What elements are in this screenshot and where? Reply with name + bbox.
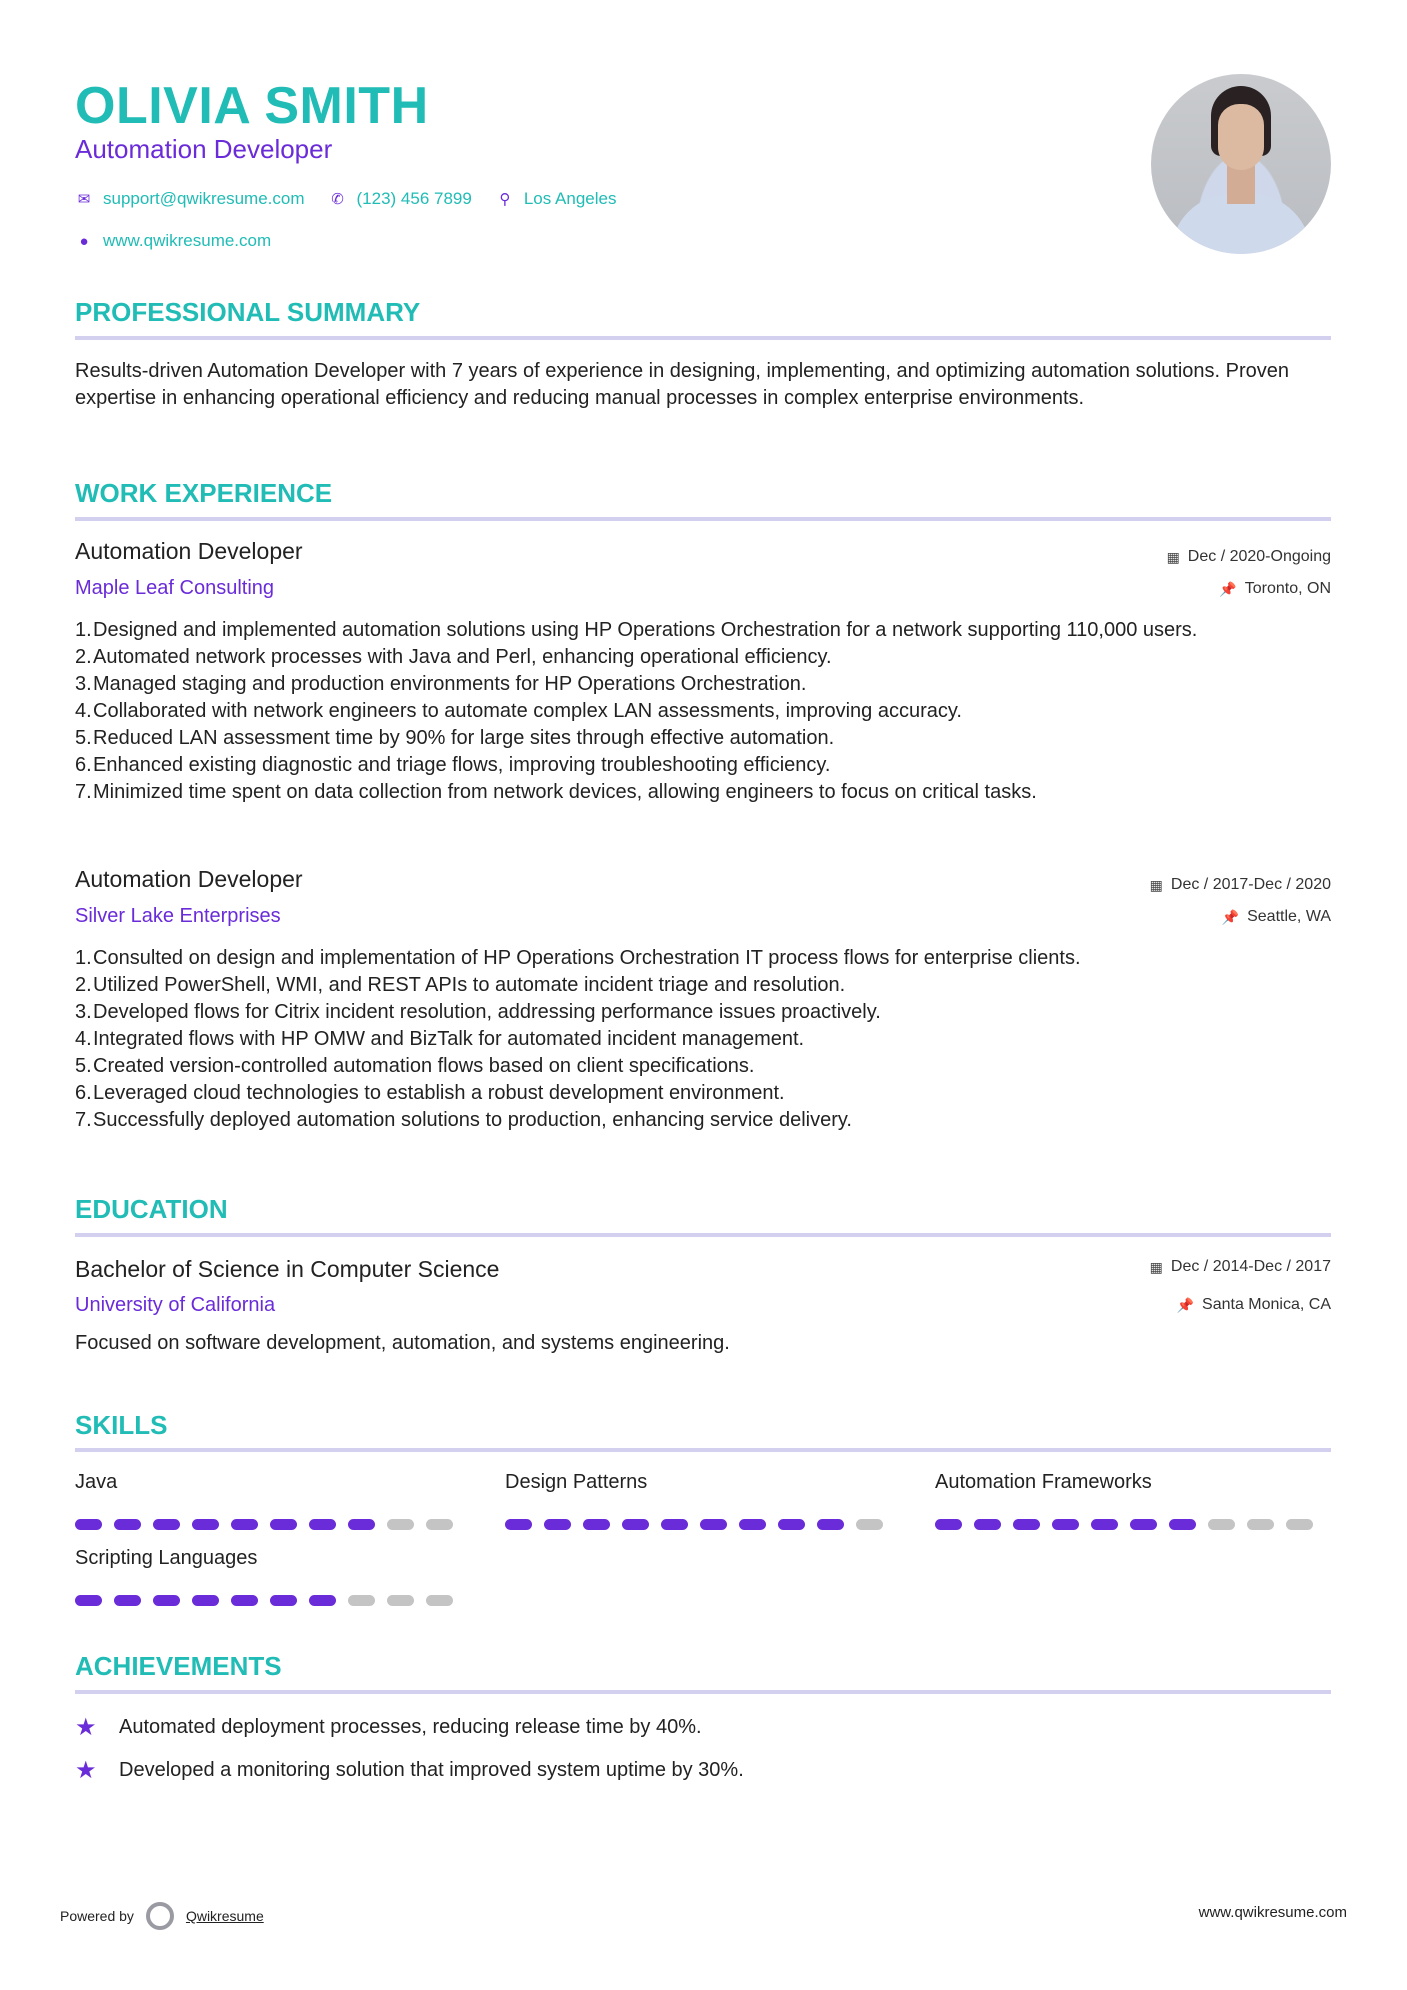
skill-level-dash (974, 1519, 1001, 1530)
skill-level-dash (661, 1519, 688, 1530)
skill-item (935, 1471, 1335, 1530)
achievement-item (75, 1713, 702, 1742)
dates-text: Dec / 2020-Ongoing (1187, 548, 1331, 565)
job-dates (1167, 548, 1331, 566)
location-text: Santa Monica, CA (1202, 1296, 1331, 1313)
item-number: 7. (75, 781, 92, 803)
skill-level-bar (505, 1519, 905, 1530)
skill-level-dash (817, 1519, 844, 1530)
duty-item (75, 671, 1345, 698)
skill-level-dash (544, 1519, 571, 1530)
duty-text: Leveraged cloud technologies to establish a robust development environment. (93, 1082, 785, 1104)
skill-level-dash (270, 1595, 297, 1606)
star-icon: ★ (75, 1714, 97, 1741)
item-number: 5. (75, 727, 92, 749)
skill-level-dash (622, 1519, 649, 1530)
skills-heading: SKILLS (75, 1410, 168, 1440)
skill-level-dash (153, 1519, 180, 1530)
school-name: University of California (75, 1294, 276, 1316)
duty-text: Managed staging and production environments for HP Operations Orchestration. (93, 673, 807, 695)
item-number: 1. (75, 619, 92, 641)
duty-item (75, 617, 1345, 644)
qwikresume-logo-icon (146, 1902, 174, 1930)
duty-text: Automated network processes with Java and Perl, enhancing operational efficiency. (93, 646, 832, 668)
skill-level-dash (426, 1595, 453, 1606)
skill-level-dash (426, 1519, 453, 1530)
dates-text: Dec / 2014-Dec / 2017 (1170, 1258, 1331, 1275)
duty-text: Reduced LAN assessment time by 90% for large sites through effective automation. (93, 727, 835, 749)
skill-level-dash (192, 1519, 219, 1530)
item-number: 4. (75, 700, 92, 722)
achievements-heading: ACHIEVEMENTS (75, 1651, 282, 1681)
envelope-icon: ✉ (77, 191, 91, 208)
pin-icon: 📌 (1176, 1296, 1195, 1313)
skill-level-dash (856, 1519, 883, 1530)
skill-level-dash (348, 1595, 375, 1606)
skill-level-dash (583, 1519, 610, 1530)
candidate-name: OLIVIA SMITH (75, 77, 429, 135)
skill-level-dash (75, 1595, 102, 1606)
duty-text: Enhanced existing diagnostic and triage flows, improving troubleshooting efficiency. (93, 754, 831, 776)
job-title: Automation Developer (75, 866, 303, 892)
skill-item (75, 1547, 475, 1606)
calendar-icon: ▦ (1166, 548, 1180, 565)
duty-item (75, 1107, 1345, 1134)
skill-level-dash (1130, 1519, 1157, 1530)
duty-item (75, 1026, 1345, 1053)
skill-level-dash (387, 1519, 414, 1530)
skill-item (505, 1471, 905, 1530)
education-description: Focused on software development, automation, and systems engineering. (75, 1332, 730, 1354)
item-number: 1. (75, 947, 92, 969)
item-number: 6. (75, 754, 92, 776)
skill-level-dash (1247, 1519, 1274, 1530)
item-number: 2. (75, 646, 92, 668)
item-number: 7. (75, 1109, 92, 1131)
duty-item (75, 698, 1345, 725)
skill-level-dash (1208, 1519, 1235, 1530)
contact-row (75, 189, 630, 209)
skill-level-bar (75, 1595, 475, 1606)
dates-text: Dec / 2017-Dec / 2020 (1170, 876, 1331, 893)
education-dates (1150, 1258, 1331, 1276)
duty-text: Successfully deployed automation solutions to production, enhancing service delivery. (93, 1109, 852, 1131)
skill-level-bar (935, 1519, 1335, 1530)
duty-text: Utilized PowerShell, WMI, and REST APIs to automate incident triage and resolution. (93, 974, 846, 996)
skill-level-dash (231, 1519, 258, 1530)
skill-level-dash (309, 1595, 336, 1606)
summary-text: Results-driven Automation Developer with 7 years of experience in designing, implementing, and optimizing automation solutions. Proven expertise in enhancing operational efficiency and reducing manual processes in complex enterprise environments. (75, 360, 1289, 409)
duty-text: Created version-controlled automation flows based on client specifications. (93, 1055, 755, 1077)
education-heading: EDUCATION (75, 1194, 228, 1224)
divider (75, 1233, 1331, 1237)
skill-level-dash (778, 1519, 805, 1530)
skill-level-dash (1091, 1519, 1118, 1530)
email-link[interactable]: support@qwikresume.com (103, 189, 305, 208)
skill-level-dash (1169, 1519, 1196, 1530)
duty-item (75, 752, 1345, 779)
duty-item (75, 644, 1345, 671)
item-number: 5. (75, 1055, 92, 1077)
candidate-title: Automation Developer (75, 134, 333, 164)
skill-name: Java (75, 1471, 118, 1493)
duty-text: Collaborated with network engineers to automate complex LAN assessments, improving accuracy. (93, 700, 962, 722)
skill-level-dash (153, 1595, 180, 1606)
skill-item (75, 1471, 475, 1530)
item-number: 3. (75, 1001, 92, 1023)
globe-icon: ● (79, 232, 89, 250)
star-icon: ★ (75, 1757, 97, 1784)
divider (75, 517, 1331, 521)
duty-text: Integrated flows with HP OMW and BizTalk for automated incident management. (93, 1028, 805, 1050)
skill-level-bar (75, 1519, 475, 1530)
divider (75, 1690, 1331, 1694)
divider (75, 1448, 1331, 1452)
skill-level-dash (739, 1519, 766, 1530)
skill-level-dash (1286, 1519, 1313, 1530)
skill-level-dash (348, 1519, 375, 1530)
location-text: Los Angeles (523, 189, 617, 208)
skill-level-dash (387, 1595, 414, 1606)
skill-level-dash (1013, 1519, 1040, 1530)
brand-link[interactable]: Qwikresume (185, 1908, 264, 1924)
phone-icon: ✆ (331, 191, 344, 208)
item-number: 3. (75, 673, 92, 695)
skill-level-dash (270, 1519, 297, 1530)
pin-icon: 📌 (1219, 580, 1237, 597)
duty-text: Consulted on design and implementation of HP Operations Orchestration IT process flows for enterprise clients. (93, 947, 1081, 969)
duty-item (75, 999, 1345, 1026)
phone-text: (123) 456 7899 (356, 189, 472, 208)
skill-name: Automation Frameworks (935, 1471, 1152, 1493)
skill-level-dash (75, 1519, 102, 1530)
profile-photo (1151, 74, 1331, 254)
powered-by-label: Powered by (60, 1908, 134, 1924)
calendar-icon: ▦ (1149, 876, 1163, 893)
skill-level-dash (309, 1519, 336, 1530)
location-text: Seattle, WA (1247, 908, 1331, 925)
calendar-icon: ▦ (1149, 1258, 1163, 1275)
duty-item (75, 945, 1345, 972)
job-title: Automation Developer (75, 538, 303, 564)
duty-text: Developed flows for Citrix incident resolution, addressing performance issues proactively. (93, 1001, 881, 1023)
duty-text: Minimized time spent on data collection from network devices, allowing engineers to focus on critical tasks. (93, 781, 1037, 803)
achievement-text: Developed a monitoring solution that improved system uptime by 30%. (119, 1759, 744, 1781)
divider (75, 336, 1331, 340)
item-number: 2. (75, 974, 92, 996)
duty-text: Designed and implemented automation solutions using HP Operations Orchestration for a network supporting 110,000 users. (93, 619, 1198, 641)
skill-level-dash (192, 1595, 219, 1606)
duty-item (75, 779, 1345, 806)
footer-website[interactable]: www.qwikresume.com (1198, 1904, 1347, 1921)
skill-level-dash (505, 1519, 532, 1530)
skill-name: Scripting Languages (75, 1547, 258, 1569)
summary-heading: PROFESSIONAL SUMMARY (75, 297, 421, 327)
duty-item (75, 972, 1345, 999)
experience-heading: WORK EXPERIENCE (75, 478, 333, 508)
degree-title: Bachelor of Science in Computer Science (75, 1256, 500, 1282)
location-text: Toronto, ON (1244, 580, 1331, 597)
website-link[interactable]: www.qwikresume.com (103, 231, 272, 250)
job-location (1222, 908, 1331, 926)
skill-level-dash (935, 1519, 962, 1530)
skill-level-dash (1052, 1519, 1079, 1530)
pin-icon: 📌 (1221, 908, 1240, 925)
skill-level-dash (114, 1519, 141, 1530)
job-duties (75, 945, 1345, 1134)
map-pin-icon: ⚲ (499, 191, 511, 208)
skill-name: Design Patterns (505, 1471, 648, 1493)
skill-level-dash (114, 1595, 141, 1606)
duty-item (75, 1053, 1345, 1080)
item-number: 6. (75, 1082, 92, 1104)
achievement-item (75, 1756, 744, 1785)
company-name: Maple Leaf Consulting (75, 577, 275, 599)
achievement-text: Automated deployment processes, reducing release time by 40%. (119, 1716, 702, 1738)
company-name: Silver Lake Enterprises (75, 905, 281, 927)
website-row (75, 231, 285, 251)
duty-item (75, 1080, 1345, 1107)
job-dates (1150, 876, 1331, 894)
education-location (1177, 1296, 1331, 1314)
item-number: 4. (75, 1028, 92, 1050)
skill-level-dash (231, 1595, 258, 1606)
duty-item (75, 725, 1345, 752)
powered-by (60, 1902, 264, 1930)
skill-level-dash (700, 1519, 727, 1530)
job-duties (75, 617, 1345, 806)
job-location (1219, 580, 1331, 598)
